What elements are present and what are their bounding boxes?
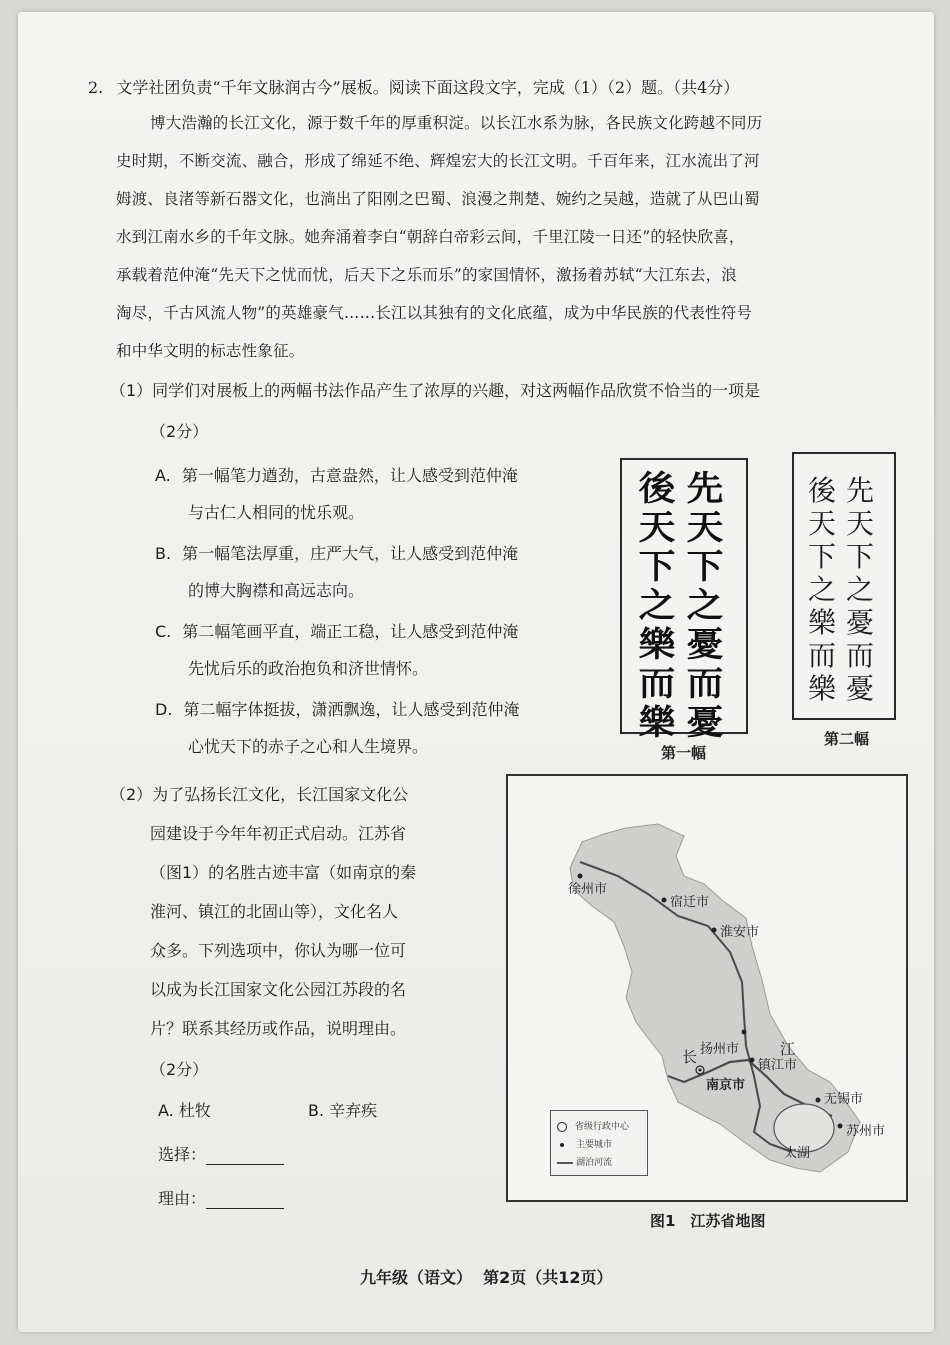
city-suqian: 宿迁市: [670, 895, 710, 910]
question-intro: [88, 78, 739, 98]
sub2-score: （2分）: [150, 1060, 209, 1079]
choice-blank[interactable]: [206, 1148, 284, 1165]
city-nanjing: 南京市: [706, 1078, 746, 1093]
sub2-option-b[interactable]: B. 辛弃疾: [308, 1101, 378, 1120]
suqian-dot: [662, 898, 667, 903]
option-d[interactable]: D. 第二幅字体挺拔，潇洒飘逸，让人感受到范仲淹: [155, 700, 520, 719]
city-zhenjiang: 镇江市: [758, 1058, 798, 1073]
reason-blank[interactable]: [206, 1192, 284, 1209]
sub2-line: 片？联系其经历或作品，说明理由。: [150, 1019, 407, 1038]
option-a[interactable]: A. 第一幅笔力遒劲，古意盎然，让人感受到范仲淹: [155, 466, 518, 485]
map-caption: 图1 江苏省地图: [650, 1212, 766, 1230]
calligraphy-2-left-column: 後 天 下 之 樂 而 樂: [808, 474, 837, 705]
passage-line: 史时期，不断交流、融合，形成了绵延不绝、辉煌宏大的长江文明。千百年来，江水流出了河: [116, 152, 760, 170]
calligraphy-1-right-column: 先 天 下 之 憂 而 憂: [686, 469, 724, 743]
option-b-line2: 的博大胸襟和高远志向。: [188, 581, 365, 600]
sub2-line: 园建设于今年年初正式启动。江苏省: [150, 824, 407, 843]
question-intro-text: 文学社团负责“千年文脉润古今”展板。阅读下面这段文字，完成（1）（2）题。（共4分）: [116, 78, 740, 97]
option-b[interactable]: B. 第一幅笔法厚重，庄严大气，让人感受到范仲淹: [155, 544, 519, 563]
zhenjiang-dot: [750, 1058, 755, 1063]
choice-row: [158, 1145, 284, 1165]
calligraphy-2-frame: [792, 452, 896, 720]
city-huaian: 淮安市: [720, 925, 760, 940]
lake-taihu: 太湖: [784, 1146, 811, 1161]
legend-capital: 省级行政中心: [557, 1119, 629, 1132]
calligraphy-1-caption: 第一幅: [661, 744, 707, 762]
passage-line: 博大浩瀚的长江文化，源于数千年的厚重积淀。以长江水系为脉，各民族文化跨越不同历: [150, 114, 763, 132]
option-c[interactable]: C. 第二幅笔画平直，端正工稳，让人感受到范仲淹: [155, 622, 519, 641]
capital-icon: [557, 1122, 567, 1132]
calligraphy-1-frame: [620, 458, 748, 743]
city-suzhou: 苏州市: [846, 1124, 886, 1139]
sub2-line: （图1）的名胜古迹丰富（如南京的秦: [150, 863, 417, 882]
city-wuxi: 无锡市: [824, 1092, 864, 1107]
legend-city: 主要城市: [557, 1137, 612, 1150]
question-number: 2.: [88, 78, 104, 97]
wuxi-dot: [816, 1098, 821, 1103]
legend-river: 湖泊河流: [557, 1155, 612, 1168]
city-yangzhou: 扬州市: [700, 1042, 740, 1057]
calligraphy-2-caption: 第二幅: [824, 730, 870, 748]
option-a-line2: 与古仁人相同的忧乐观。: [188, 503, 365, 522]
sub1-score: （2分）: [150, 422, 209, 441]
suzhou-dot: [838, 1124, 843, 1129]
sub2-line: （2）为了弘扬长江文化，长江国家文化公: [110, 785, 409, 804]
map-legend: [550, 1110, 648, 1176]
passage-line: 姆渡、良渚等新石器文化，也淌出了阳刚之巴蜀、浪漫之荆楚、婉约之吴越，造就了从巴山蜀: [116, 190, 760, 208]
sub2-line: 淮河、镇江的北固山等），文化名人: [150, 902, 399, 921]
yangzhou-dot: [742, 1030, 747, 1035]
calligraphy-1-left-column: 後 天 下 之 樂 而 樂: [638, 469, 676, 743]
sub1-stem: （1）同学们对展板上的两幅书法作品产生了浓厚的兴趣，对这两幅作品欣赏不恰当的一项是: [110, 381, 761, 400]
option-d-line2: 心忧天下的赤子之心和人生境界。: [188, 737, 429, 756]
river-icon: [557, 1162, 573, 1164]
river-label-chang: 长: [682, 1048, 698, 1066]
sub2-line: 以成为长江国家文化公园江苏段的名: [150, 980, 407, 999]
option-c-line2: 先忧后乐的政治抱负和济世情怀。: [188, 659, 429, 678]
sub2-line: 众多。下列选项中，你认为哪一位可: [150, 941, 407, 960]
passage-line: 和中华文明的标志性象征。: [116, 342, 305, 360]
sub2-option-a[interactable]: A. 杜牧: [158, 1101, 211, 1120]
reason-label: 理由：: [158, 1189, 207, 1208]
passage-line: 淘尽，千古风流人物”的英雄豪气……长江以其独有的文化底蕴，成为中华民族的代表性符号: [116, 304, 753, 322]
passage-line: 承载着范仲淹“先天下之忧而忧，后天下之乐而乐”的家国情怀，激扬着苏轼“大江东去，浪: [116, 266, 737, 284]
city-xuzhou: 徐州市: [568, 882, 608, 897]
calligraphy-2-right-column: 先 天 下 之 憂 而 憂: [846, 474, 875, 705]
jiangsu-map: [506, 774, 908, 1202]
page-footer: 九年级（语文） 第2页（共12页）: [360, 1268, 613, 1287]
choice-label: 选择：: [158, 1145, 207, 1164]
city-icon: [560, 1143, 564, 1147]
river-label-jiang: 江: [780, 1040, 796, 1058]
huaian-dot: [712, 928, 717, 933]
passage-line: 水到江南水乡的千年文脉。她奔涌着李白“朝辞白帝彩云间，千里江陵一日还”的轻快欣喜，: [116, 228, 745, 246]
reason-row: [158, 1189, 284, 1209]
exam-page: [18, 12, 934, 1332]
nanjing-dot-center: [699, 1069, 702, 1072]
